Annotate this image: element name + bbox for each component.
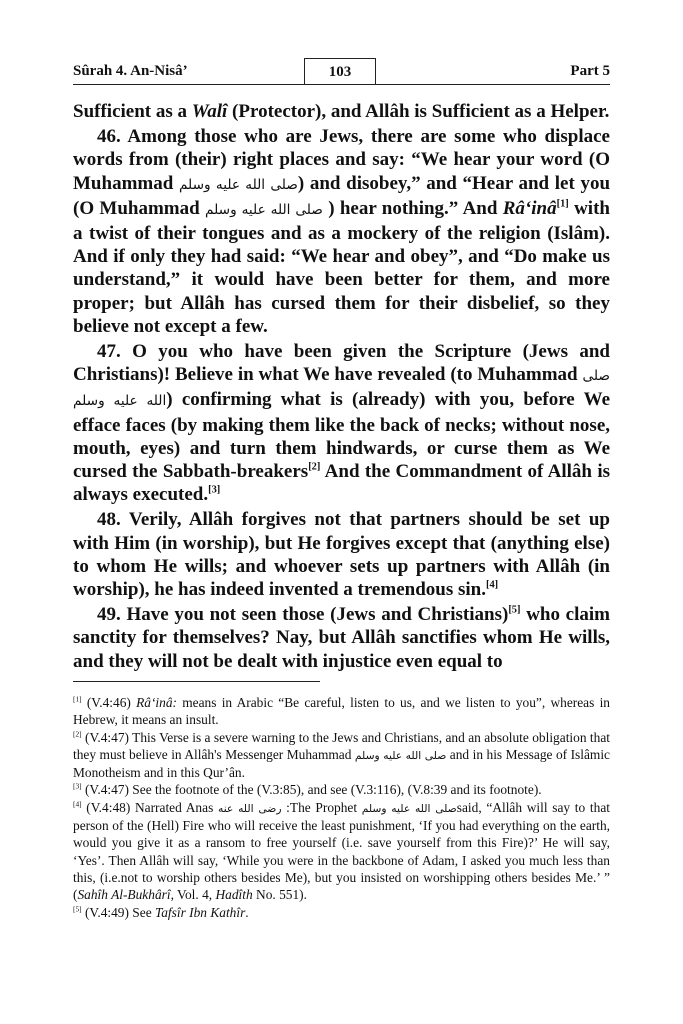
footnote-1: [1] (V.4:46) Râ‘inâ: means in Arabic “Be careful, listen to us, and we listen to you”, whereas in Hebrew, it means an insult.: [73, 694, 610, 728]
footnotes: [73, 694, 610, 921]
verse-48: 48. Verily, Allâh forgives not that partners should be set up with Him (in worship), but He forgives except that (anything else) to whom He wills; and whoever sets up partners with Allâh (in worship), he has indeed invented a tremendous sin.[4]: [73, 509, 610, 601]
part-label: Part 5: [570, 63, 610, 79]
verse-47: 47. O you who have been given the Scripture (Jews and Christians)! Believe in what We have revealed (to Muhammad صلى الله عليه وسلم) confirming what is (already) with you, before We efface faces (by making them like the back of necks; without nose, mouth, eyes) and turn them hindwards, or curse them as We cursed the Sabbath-breakers[2] And the Commandment of Allâh is always executed.[3]: [73, 341, 610, 506]
page-header: [73, 58, 610, 85]
verse-46: 46. Among those who are Jews, there are some who displace words from (their) right places and say: “We hear your word (O Muhammad صلى الله عليه وسلم) and disobey,” and “Hear and let you (O Muhammad صلى الله عليه وسلم ) hear nothing.” And Râ‘inâ[1] with a twist of their tongues and as a mockery of the religion (Islâm). And if only they had said: “We hear and obey”, and “Do make us understand,” it would have been better for them, and more proper; but Allâh has cursed them for their disbelief, so they believe not except a few.: [73, 126, 611, 337]
arabic-radiallah: رضى الله عنه: [217, 801, 282, 815]
arabic-salutation: صلى الله عليه وسلم: [361, 801, 457, 815]
footnote-2: [2] (V.4:47) This Verse is a severe warning to the Jews and Christians, and an absolute obligation that they must believe in Allâh's Messenger Muhammad صلى الله عليه وسلم and in his Message of Islâmic Monotheism and in this Qur’ân.: [73, 729, 610, 781]
footnote-ref-1[interactable]: [1]: [556, 198, 569, 210]
footnote-divider: [73, 681, 320, 682]
verse-45-continuation: Sufficient as a Walî (Protector), and Allâh is Sufficient as a Helper.: [73, 101, 610, 122]
footnote-ref-3[interactable]: [3]: [208, 484, 221, 496]
footnote-ref-2[interactable]: [2]: [308, 461, 321, 473]
arabic-salutation: صلى الله عليه وسلم: [73, 368, 610, 410]
verse-49: 49. Have you not seen those (Jews and Christians)[5] who claim sanctity for themselves? Nay, but Allâh sanctifies whom He wills, and they will not be dealt with injustice even equal to: [73, 604, 610, 672]
arabic-salutation: صلى الله عليه وسلم: [205, 201, 323, 218]
surah-title: Sûrah 4. An-Nisâ’: [73, 63, 188, 79]
footnote-ref-4[interactable]: [4]: [485, 579, 499, 591]
term-wali: Walî: [191, 101, 228, 122]
footnote-ref-5[interactable]: [5]: [508, 604, 521, 616]
arabic-salutation: صلى الله عليه وسلم: [354, 748, 447, 762]
arabic-salutation: صلى الله عليه وسلم: [178, 176, 298, 193]
footnote-4: [4] (V.4:48) Narrated Anas رضى الله عنه :The Prophet صلى الله عليه وسلمsaid, “Allâh will say to that person of the (Hell) Fire who will receive the least punishment, ‘If you had everything on the earth, would you give it as a ransom to free yourself (i.e. save yourself from this Fire)?’ He will say, ‘Yes’. Then Allâh will say, ‘While you were in the backbone of Adam, I asked you much less than this, (i.e.not to worship others besides Me), but you insisted on worshipping others besides Me.’ ” (Sahîh Al-Bukhârî, Vol. 4, Hadîth No. 551).: [73, 799, 610, 903]
verse-text: [73, 100, 610, 673]
footnote-5: [5] (V.4:49) See Tafsîr Ibn Kathîr.: [73, 904, 249, 920]
page-number: 103: [304, 58, 376, 84]
term-raina: Râ‘inâ: [502, 197, 557, 219]
footnote-3: [3] (V.4:47) See the footnote of the (V.3:85), and see (V.3:116), (V.8:39 and its footnote).: [73, 782, 542, 798]
